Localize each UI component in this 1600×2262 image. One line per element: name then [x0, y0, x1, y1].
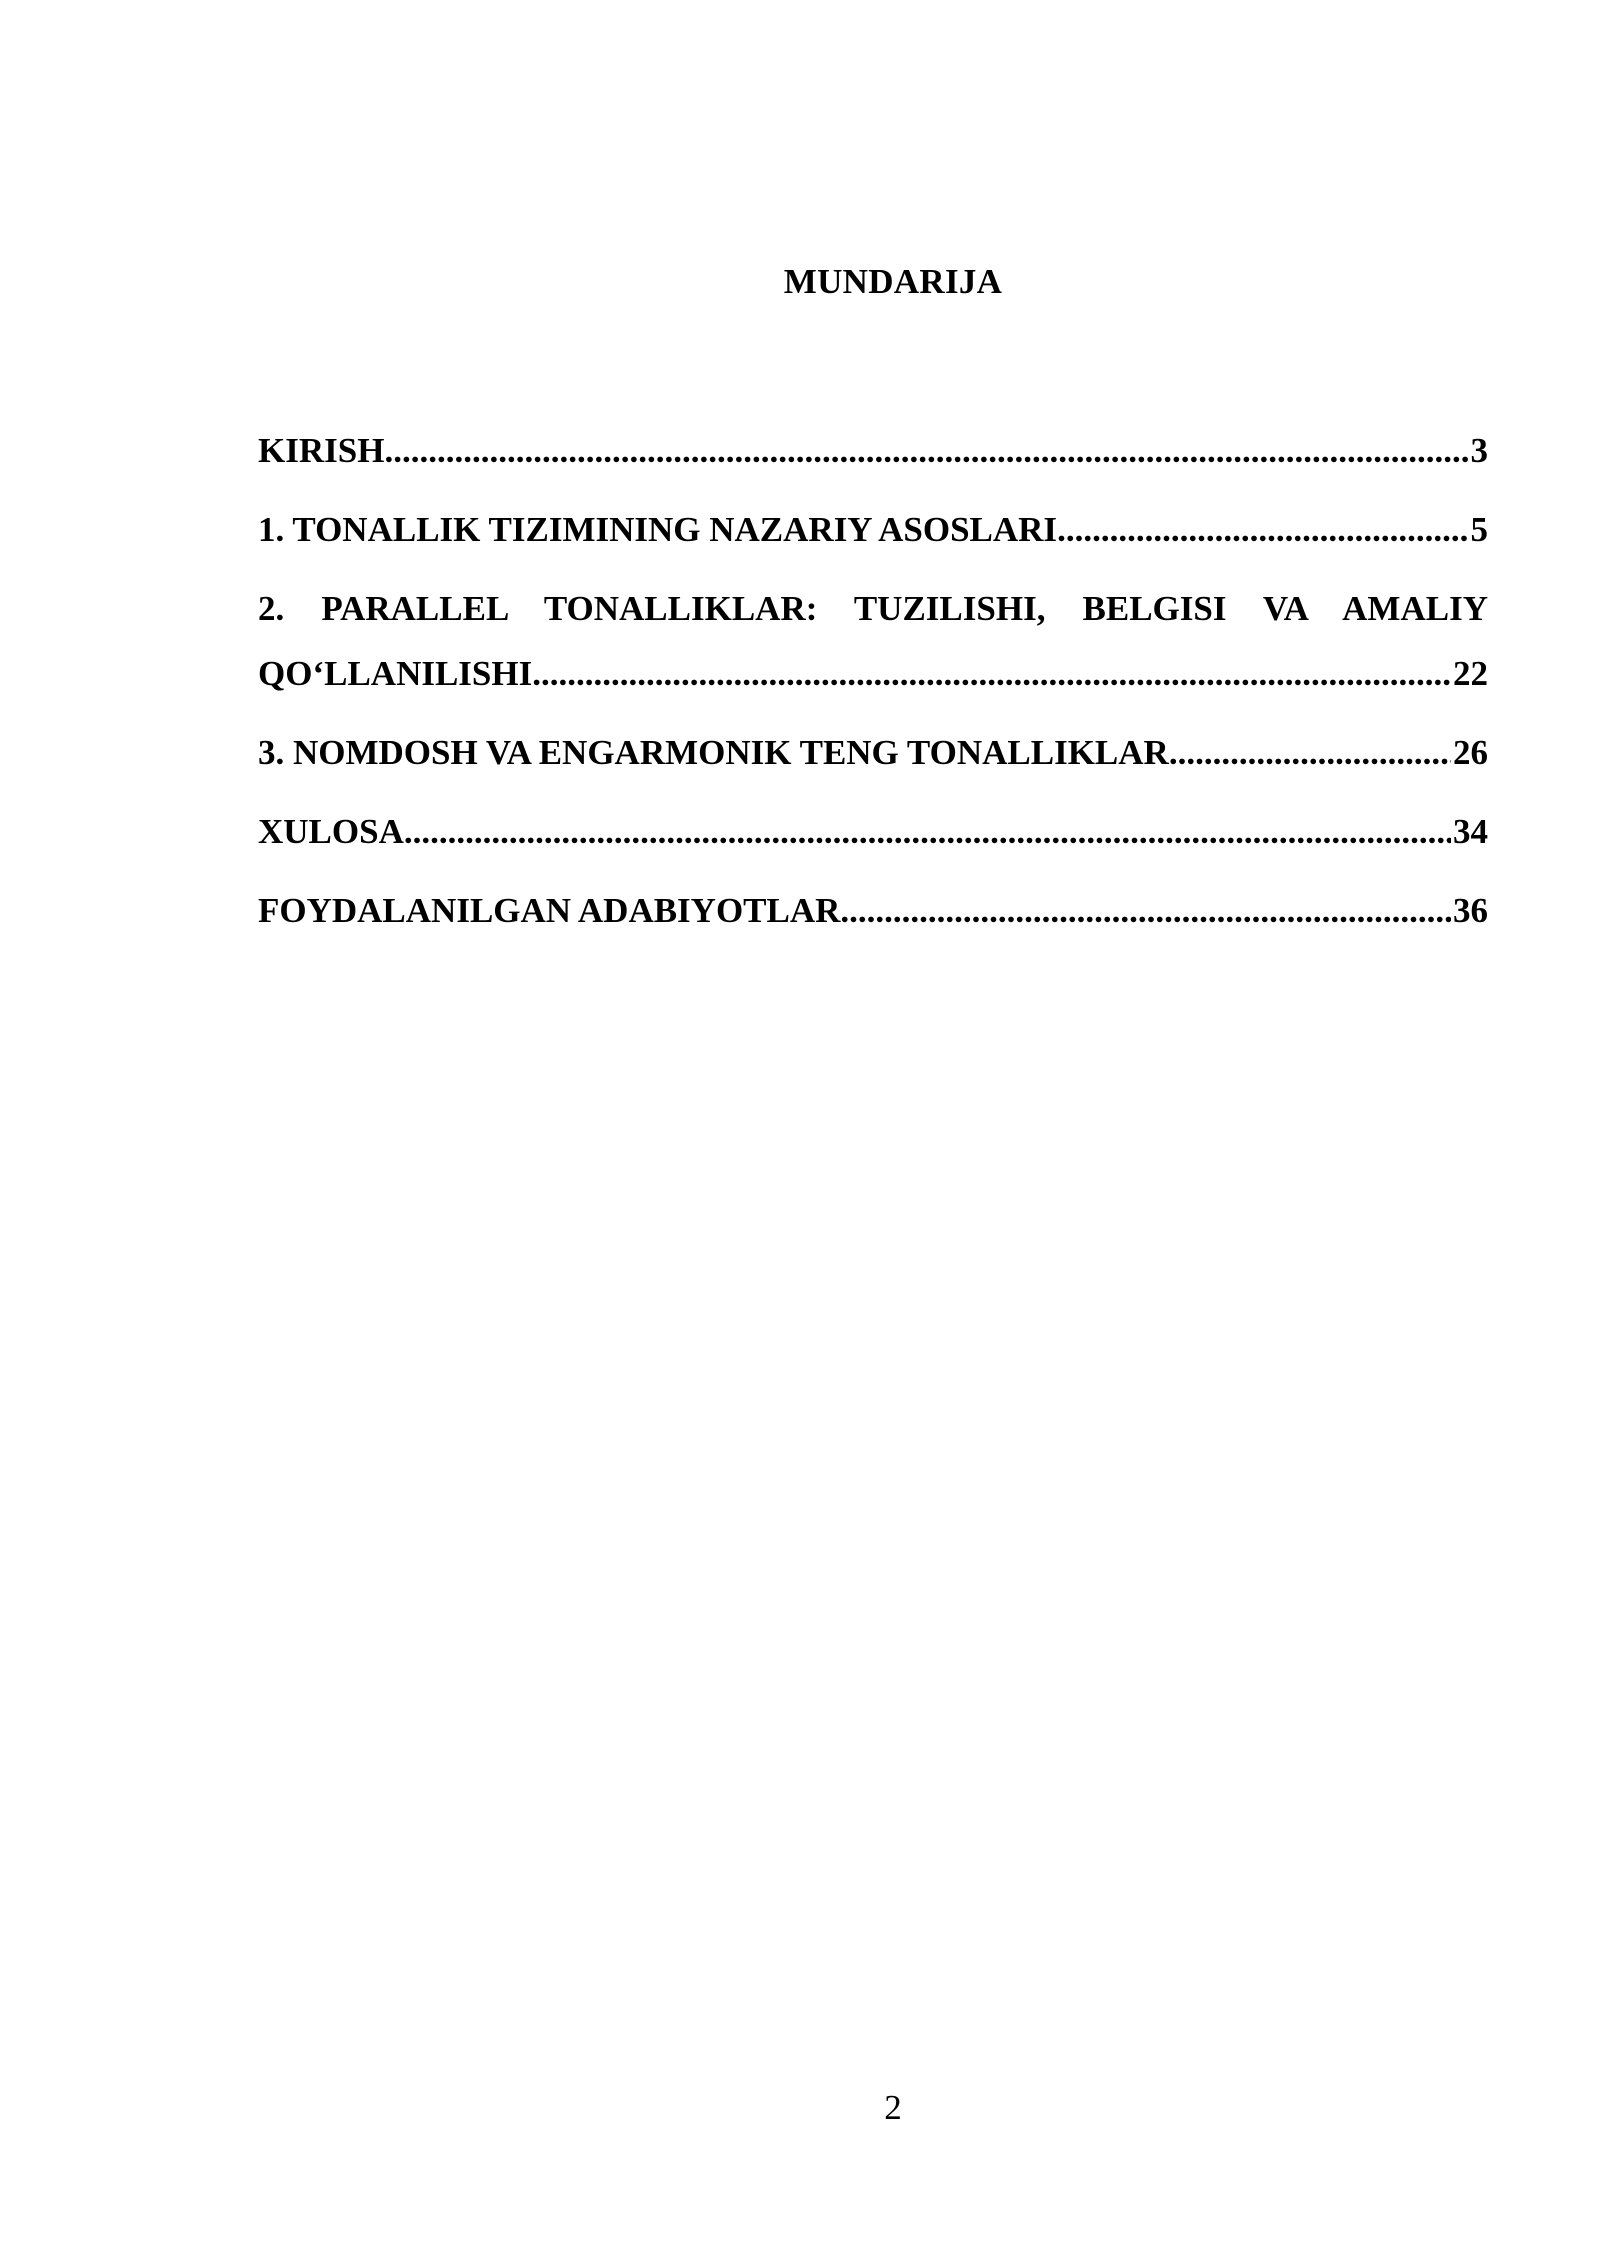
toc-dot-leader: [404, 799, 1451, 864]
toc-dot-leader: [532, 641, 1451, 706]
page-title: MUNDARIJA: [783, 262, 1003, 301]
toc-dot-leader: [840, 878, 1451, 943]
toc-page-number: 22: [1453, 654, 1488, 693]
toc-entry-text: 1. TONALLIK TIZIMINING NAZARIY ASOSLARI: [258, 510, 1058, 549]
toc-entry-text-line-2: QO‘LLANILISHI: [258, 654, 533, 693]
toc-entry-xulosa[interactable]: [258, 799, 1488, 864]
toc-page-number: 5: [1470, 510, 1488, 549]
toc-dot-leader: [1057, 497, 1468, 562]
toc-entry-kirish[interactable]: [258, 418, 1488, 483]
toc-page-number: 3: [1470, 431, 1488, 470]
toc-page-number: 36: [1453, 891, 1488, 930]
toc-entry-text: FOYDALANILGAN ADABIYOTLAR: [258, 891, 841, 930]
table-of-contents: [258, 418, 1488, 957]
toc-entry-chapter-1[interactable]: [258, 497, 1488, 562]
toc-dot-leader: [384, 418, 1468, 483]
toc-entry-text: KIRISH: [258, 431, 385, 470]
toc-entry-text-line-1: 2. PARALLEL TONALLIKLAR: TUZILISHI, BELGISI VA AMALIY: [258, 589, 1488, 628]
page-number-footer: 2: [884, 2088, 902, 2127]
toc-entry-chapter-3[interactable]: [258, 720, 1488, 785]
toc-entry-text: XULOSA: [258, 812, 404, 851]
toc-dot-leader: [1169, 720, 1451, 785]
toc-page-number: 34: [1453, 812, 1488, 851]
toc-entry-chapter-2[interactable]: [258, 576, 1488, 706]
toc-page-number: 26: [1453, 733, 1488, 772]
toc-entry-adabiyotlar[interactable]: [258, 878, 1488, 943]
toc-entry-text: 3. NOMDOSH VA ENGARMONIK TENG TONALLIKLAR: [258, 733, 1169, 772]
